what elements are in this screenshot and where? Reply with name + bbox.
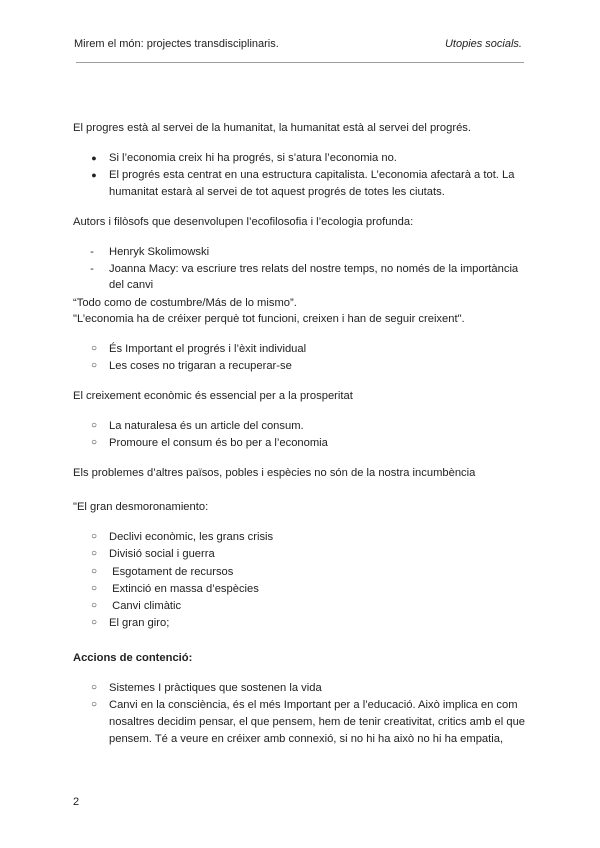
list-item: Esgotament de recursos [109,566,234,578]
list-item-line: Joanna Macy: va escriure tres relats del nostre temps, no només de la importància [109,263,519,275]
dash-bullet-icon: - [90,263,94,275]
problems-paragraph: Els problemes d’altres països, pobles i espècies no són de la nostra incumbència [73,467,476,479]
quote: "L’economia ha de créixer perquè tot funcioni, creixen i han de seguir creixent". [73,313,465,325]
list-item-line: Canvi en la consciència, és el més Important per a l’educació. Això implica en com [109,699,518,711]
header-section-title: Utopies socials. [444,38,522,50]
hollow-bullet-icon: ○ [90,583,98,594]
list-item-line: pensem. Té a veure en créixer amb connexió, si no hi ha això no hi ha empatia, [109,733,504,745]
hollow-bullet-icon: ○ [90,699,98,710]
list-item: Declivi econòmic, les grans crisis [109,531,274,543]
collapse-heading: "El gran desmoronamiento: [73,501,209,513]
list-item: Sistemes I pràctiques que sostenen la vida [109,682,322,694]
page-number: 2 [73,796,80,808]
hollow-bullet-icon: ○ [90,420,98,431]
list-item: Promoure el consum és bo per a l’economia [109,437,328,449]
hollow-bullet-icon: ○ [90,566,98,577]
list-item: Henryk Skolimowski [109,246,210,258]
list-item-line: nosaltres decidim pensar, el que pensem, hem de tenir creativitat, critics amb el que [109,716,526,728]
list-item-line: El progrés esta centrat en una estructura capitalista. L’economia afectarà a tot. La [109,169,515,181]
growth-heading: El creixement econòmic és essencial per a la prosperitat [73,390,353,402]
actions-heading: Accions de contenció: [73,652,193,664]
hollow-bullet-icon: ○ [90,548,98,559]
list-item: La naturalesa és un article del consum. [109,420,304,432]
hollow-bullet-icon: ○ [90,600,98,611]
hollow-bullet-icon: ○ [90,617,98,628]
filled-bullet-icon: ● [91,153,97,163]
intro-paragraph: El progres està al servei de la humanitat, la humanitat està al servei del progrés. [73,122,471,134]
filled-bullet-icon: ● [91,170,97,180]
hollow-bullet-icon: ○ [90,437,98,448]
quote: “Todo como de costumbre/Más de lo mismo”. [73,297,297,309]
list-item: Les coses no trigaran a recuperar-se [109,360,292,372]
header-divider [76,62,524,63]
hollow-bullet-icon: ○ [90,682,98,693]
hollow-bullet-icon: ○ [90,343,98,354]
list-item: Si l’economia creix hi ha progrés, si s’atura l’economia no. [109,152,397,164]
hollow-bullet-icon: ○ [90,531,98,542]
hollow-bullet-icon: ○ [90,360,98,371]
header-course-title: Mirem el món: projectes transdisciplinaris. [74,38,279,50]
list-item: El gran giro; [109,617,170,629]
list-item: Extinció en massa d’espècies [109,583,259,595]
list-item: És Important el progrés i l’èxit individual [109,343,307,355]
list-item-line: del canvi [109,279,154,291]
authors-heading: Autors i filòsofs que desenvolupen l’ecofilosofia i l’ecologia profunda: [73,216,414,228]
list-item: Canvi climàtic [109,600,182,612]
dash-bullet-icon: - [90,246,94,258]
list-item-line: humanitat estarà al servei de tot aquest progrés de totes les ciutats. [109,186,445,198]
list-item: Divisió social i guerra [109,548,215,560]
